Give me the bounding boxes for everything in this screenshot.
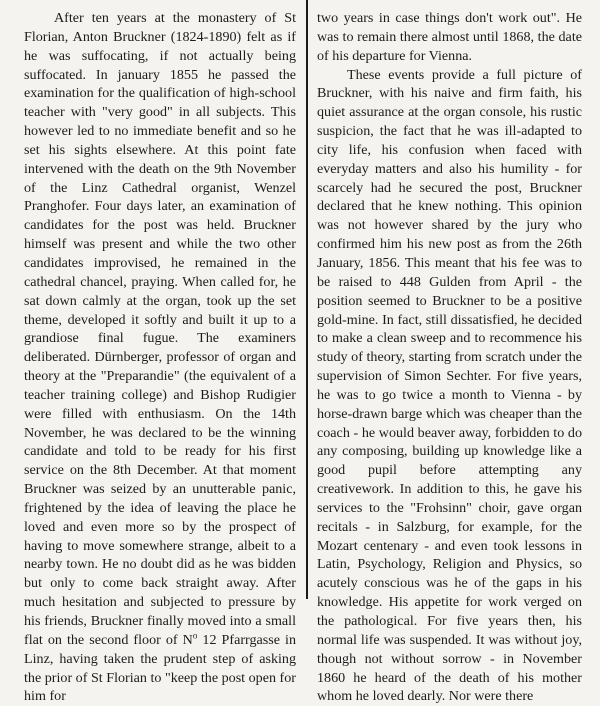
column-divider: [306, 0, 308, 599]
paragraph-text-end: 12 Pfarrgasse in Linz, having taken the prudent step of asking the prior of St Florian to "keep the post open for him for: [24, 631, 296, 705]
right-column: [317, 9, 582, 706]
paragraph: These events provide a full picture of Bruckner, with his naive and firm faith, his quiet assurance at the organ console, his rustic suspicion, the fact that he was ill-adapted to city life, his confusion when faced with everyday matters and also his humility - for scarcely had he secured the post, Bruckner declared that he knew nothing. This opinion was not however shared by the jury who confirmed him his new post as from the 26th January, 1856. This meant that his fee was to be raised to 448 Gulden from April - the position seemed to Bruckner to be a positive gold-mine. In fact, still dissatisfied, he decided to make a clean sweep and to recommence his study of theory, starting from scratch under the supervision of Simon Sechter. For five years, he was to go twice a month to Vienna - by horse-drawn barge which was cheaper than the coach - he would beaver away, forbidden to do any composing, building up knowledge like a good pupil before attempting any creativework. In addition to this, he gave his services to the "Frohsinn" choir, gave organ recitals - in Salzburg, for example, for the Mozart centenary - and even took lessons in Latin, Psychology, Religion and Physics, so acutely conscious was he of the gaps in his knowledge. His appetite for work verged on the pathological. For five years then, his normal life was suspended. It was without joy, though not without sorrow - in November 1860 he heard of the death of his mother whom he loved dearly. Nor were there: [317, 66, 582, 705]
number-sign: N: [182, 631, 193, 648]
left-column: [24, 9, 296, 706]
paragraph-text: After ten years at the monastery of St Florian, Anton Bruckner (1824-1890) felt as if he was suffocating, if not actually being suffocated. In january 1855 he passed the examination for the qualification of high-school teacher with "very good" in all subjects. This however led to no immediate benefit and so he set his sights elsewhere. At this point fate intervened with the death on the 9th November of the Linz Cathedral organist, Wenzel Pranghofer. Four days later, an examination of candidates for the post was held. Bruckner himself was present and while the two other candidates improvised, he remained in the cathedral chancel, praying. When called for, he sat down calmly at the organ, took up the set theme, developed it softly and built it up to a grandiose final fugue. The examiners deliberated. Dürnberger, professor of organ and theory at the "Preparandie" (the equivalent of a teacher training college) and Bishop Rudigier were filled with enthusiasm. On the 14th November, he was declared to be the winning candidate and told to be ready for his first service on the 8th December. At that moment Bruckner was seized by an unutterable panic, frightened by the idea of leaving the place he loved and even more so by the prospect of having to move somewhere strange, albeit to a nearby town. He no doubt did as he was bidden but only to come back straight away. After much hesitation and subjected to pressure by his friends, Bruckner finally moved into a small flat on the second floor of: [24, 10, 296, 648]
paragraph-continued: two years in case things don't work out". He was to remain there almost until 1868, the date of his departure for Vienna.: [317, 10, 582, 64]
number-sign-superscript: o: [192, 630, 198, 641]
paragraph: [24, 9, 296, 706]
